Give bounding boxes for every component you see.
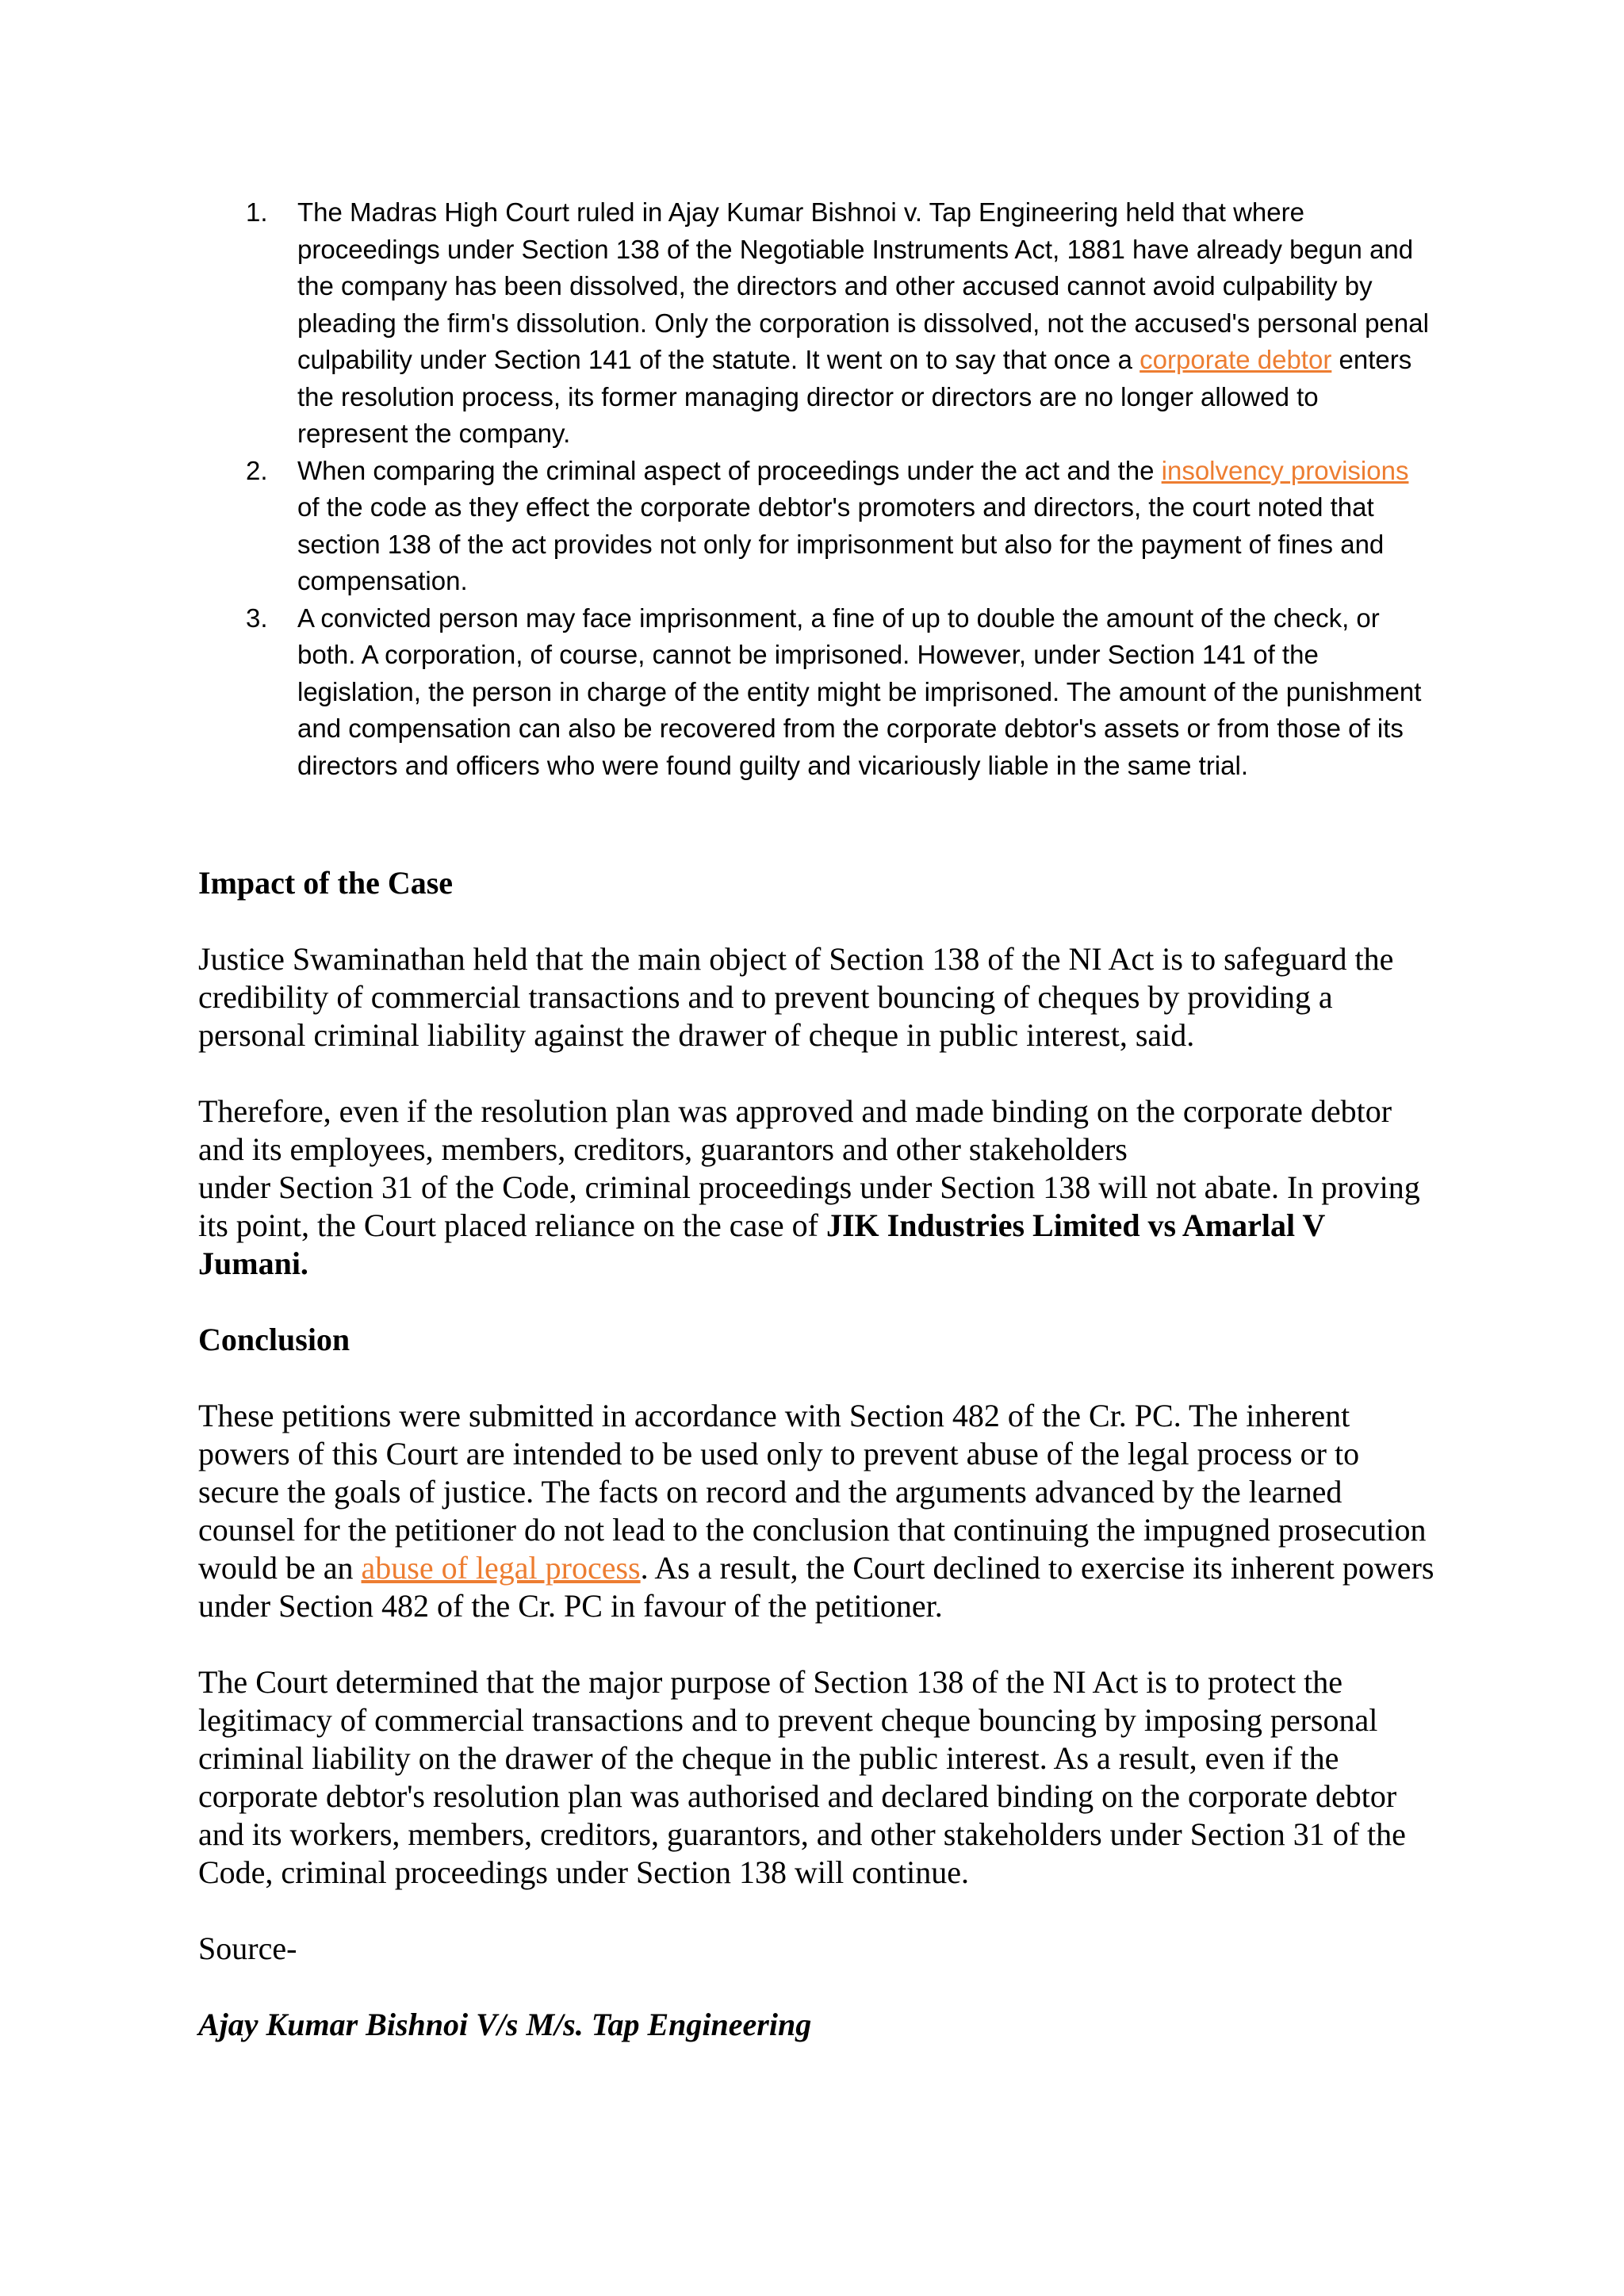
list-text: The Madras High Court ruled in Ajay Kumar Bishnoi v. Tap Engineering held that where proceedings under Section 138 of the Negotiable Instruments Act, 1881 have already begun and the company has been dissolved, the directors and other accused cannot avoid culpability by pleading the firm's dissolution. Only the corporation is dissolved, not the accused's personal penal culpability under Section 141 of the statute. It went on to say that once a bbox=[297, 197, 1429, 374]
conclusion-paragraph-1 bbox=[198, 1397, 1435, 1625]
list-number: 2. bbox=[246, 455, 268, 485]
impact-paragraph-2 bbox=[198, 1093, 1435, 1283]
list-text: enters the resolution process, its former managing director or directors are no longer allowed to represent the company. bbox=[297, 345, 1412, 448]
list-text: of the code as they effect the corporate debtor's promoters and directors, the court noted that section 138 of the act provides not only for imprisonment but also for the payment of fines and compensation. bbox=[297, 492, 1385, 595]
corporate-debtor-link[interactable]: corporate debtor bbox=[1139, 345, 1332, 374]
list-text: When comparing the criminal aspect of proceedings under the act and the bbox=[297, 455, 1162, 485]
list-text: A convicted person may face imprisonment, a fine of up to double the amount of the check, or both. A corporation, of course, cannot be imprisoned. However, under Section 141 of the legislation, the person in charge of the entity might be imprisoned. The amount of the punishment and compensation can also be recovered from the corporate debtor's assets or from those of its directors and officers who were found guilty and vicariously liable in the same trial. bbox=[297, 603, 1422, 780]
conclusion-heading: Conclusion bbox=[198, 1322, 350, 1357]
conclusion-paragraph-2: The Court determined that the major purpose of Section 138 of the NI Act is to protect the legitimacy of commercial transactions and to prevent cheque bouncing by imposing personal criminal liability on the drawer of the cheque in the public interest. As a result, even if the corporate debtor's resolution plan was authorised and declared binding on the corporate debtor and its workers, members, creditors, guarantors, and other stakeholders under Section 31 of the Code, criminal proceedings under Section 138 will continue. bbox=[198, 1664, 1406, 1890]
impact-heading: Impact of the Case bbox=[198, 865, 454, 901]
case-citation: JIK Industries Limited vs Amarlal V Jumani. bbox=[198, 1207, 1325, 1281]
source-label: Source- bbox=[198, 1931, 297, 1966]
impact-paragraph-2-line-1: Therefore, even if the resolution plan was approved and made binding on the corporate debtor and its employees, members, creditors, guarantors and other stakeholders bbox=[198, 1093, 1392, 1167]
impact-paragraph-2-text: under Section 31 of the Code, criminal proceedings under Section 138 will not abate. In proving its point, the Court placed reliance on the case of bbox=[198, 1169, 1420, 1243]
findings-list bbox=[198, 194, 1435, 784]
list-item bbox=[198, 453, 1435, 600]
impact-paragraph-1: Justice Swaminathan held that the main object of Section 138 of the NI Act is to safeguard the credibility of commercial transactions and to prevent bouncing of cheques by providing a personal criminal liability against the drawer of cheque in public interest, said. bbox=[198, 941, 1394, 1053]
source-title: Ajay Kumar Bishnoi V/s M/s. Tap Engineering bbox=[198, 2007, 812, 2042]
abuse-of-legal-process-link[interactable]: abuse of legal process bbox=[361, 1550, 641, 1586]
list-item bbox=[198, 600, 1435, 785]
list-number: 1. bbox=[246, 197, 268, 227]
conclusion-text: . As a result, the Court declined to exercise its inherent powers under Section 482 of the Cr. PC in favour of the petitioner. bbox=[198, 1550, 1434, 1624]
conclusion-text: These petitions were submitted in accordance with Section 482 of the Cr. PC. The inherent powers of this Court are intended to be used only to prevent abuse of the legal process or to secure the goals of justice. The facts on record and the arguments advanced by the learned counsel for the petitioner do not lead to the conclusion that continuing the impugned prosecution would be an bbox=[198, 1398, 1427, 1586]
insolvency-provisions-link[interactable]: insolvency provisions bbox=[1161, 455, 1409, 485]
list-item bbox=[198, 194, 1435, 453]
list-number: 3. bbox=[246, 603, 268, 633]
